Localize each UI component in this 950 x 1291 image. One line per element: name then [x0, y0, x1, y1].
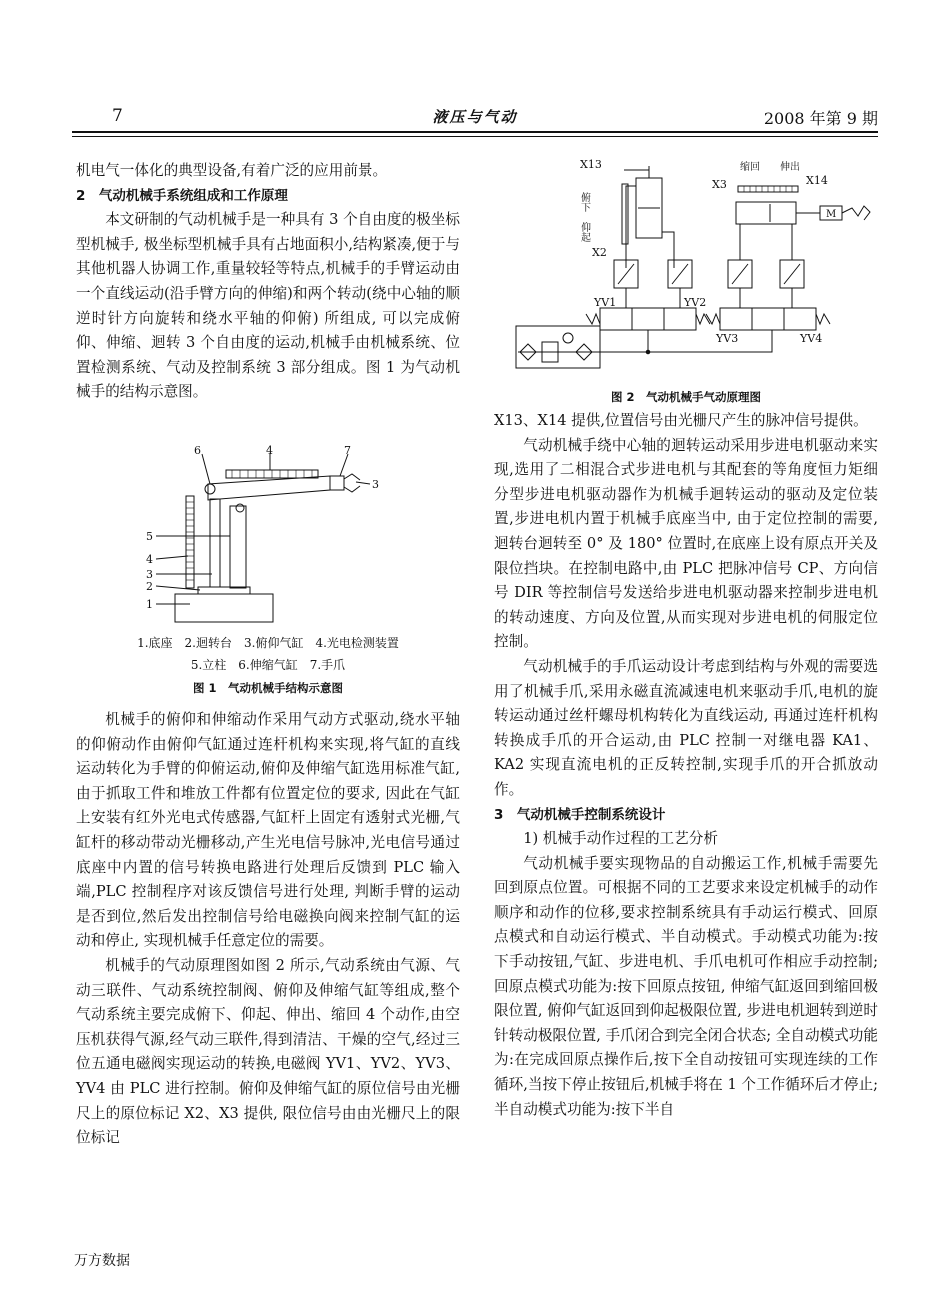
joint-shape: [236, 504, 244, 512]
gauge-shape: [563, 333, 573, 343]
fig2-label-yv4: YV4: [800, 332, 823, 345]
paragraph: 气动机械手绕中心轴的迴转运动采用步进电机驱动来实现,选用了二相混合式步进电机与其配套的等角度恒力矩细分型步进电机驱动器作为机械手迴转运动的驱动及定位装置,步进电机内置于机械手底座当中, 由于定位控制的需要, 迴转台迴转至 0° 及 180° 位置时,在底座上设有原点开关及限位挡块。在控制电路中,由 PLC 把脉冲信号 CP、方向信号 DIR 等控制信号发送给步进电机驱动器来控制步进电机的转动速度、方向及位置,从而实现对步进电机的伺服定位控制。: [494, 436, 878, 651]
page-header: [72, 104, 878, 130]
journal-title: 液压与气动: [432, 108, 518, 126]
paragraph: 机械手的气动原理图如图 2 所示,气动系统由气源、气动三联件、气动系统控制阀、俯仰及伸缩气缸等组成,整个气动系统主要完成俯下、仰起、伸出、缩回 4 个动作,由空压机获得气源,经气动三联件,得到清洁、干燥的空气,经过三位五通电磁阀实现运动的转换,电磁阀 YV1、YV2、YV3、YV4 由 PLC 进行控制。俯仰及伸缩气缸的原位信号由光栅尺上的原位标记 X2、X3 提供, 限位信号由由光栅尺上的限位标记: [76, 956, 460, 1147]
fig2-label-up: 仰起: [578, 222, 590, 242]
issue-label: 2008 年第 9 期: [763, 109, 878, 128]
section-heading: 3 气动机械手控制系统设计: [494, 806, 666, 823]
paragraph: 机械手的俯仰和伸缩动作采用气动方式驱动,绕水平轴的仰俯动作由俯仰气缸通过连杆机构来实现,将气缸的直线运动转化为手臂的仰俯运动,俯仰及伸缩气缸选用标准气缸,由于抓取工件和堆放工件都有位置定位的要求, 因此在气缸上安装有红外光电式传感器,气缸杆上固定有透射式光栅,气缸杆的移动带动光栅移动,产生光电信号脉冲,光电信号通过底座中内置的信号转换电路进行处理后反馈到 PLC 输入端,PLC 控制程序对该反馈信号进行处理, 判断手臂的运动是否到位,然后发出控制信号给电磁换向阀来控制气缸的运动和停止, 实现机械手任意定位的需要。: [76, 711, 460, 950]
page-number: 7: [112, 106, 123, 126]
paragraph: 气动机械手的手爪运动设计考虑到结构与外观的需要选用了机械手爪,采用永磁直流减速电机来驱动手爪,电机的旋转运动通过丝杆螺母机构转化为直线运动, 再通过连杆机构转换成手爪的开合运动,由 PLC 控制一对继电器 KA1、KA2 实现直流电机的正反转控制,实现手爪的开合抓放动作。: [494, 657, 878, 798]
fig1-label-7: 7: [344, 444, 351, 457]
figure-1-legend-line: 1.底座 2.迴转台 3.俯仰气缸 4.光电检测装置: [137, 636, 399, 650]
paragraph: 气动机械手要实现物品的自动搬运工作,机械手需要先回到原点位置。可根据不同的工艺要求来设定机械手的动作顺序和动作的位移,要求控制系统具有手动运行模式、回原点模式和自动运行模式、半自动模式。手动模式功能为:按下手动按钮,气缸、步进电机、手爪电机可作相应手动控制;回原点模式功能为:按下回原点按钮, 伸缩气缸返回到缩回极限位置, 俯仰气缸返回到仰起极限位置, 步进电机迴转到逆时针转动极限位置, 手爪闭合到完全闭合状态; 全自动模式功能为:在完成回原点操作后,按下全自动按钮可实现连续的工作循环,当按下停止按钮后,机械手将在 1 个工作循环后才停止;半自动模式功能为:按下半自: [494, 854, 878, 1118]
fig2-label-yv2: YV2: [684, 296, 707, 309]
fig1-label-5: 5: [146, 530, 153, 543]
fig2-label-motor: M: [826, 209, 837, 220]
gripper-jaw-shape: [344, 474, 360, 480]
fig1-label-4-left: 4: [146, 553, 153, 566]
section-heading: 2 气动机械手系统组成和工作原理: [76, 187, 288, 204]
watermark-text: 万方数据: [74, 1253, 130, 1269]
paragraph: X13、X14 提供,位置信号由光栅尺产生的脉冲信号提供。: [494, 412, 868, 429]
paragraph: 本文研制的气动机械手是一种具有 3 个自由度的极坐标型机械手, 极坐标型机械手具有占地面积小,结构紧凑,便于与其他机器人协调工作,重量较轻等特点,机械手的手臂运动由一个直线运动(沿手臂方向的伸缩)和两个转动(绕中心轴的顺逆时针方向旋转和绕水平轴的仰俯) 所组成, 可以完成俯仰、伸缩、迴转 3 个自由度的运动,机械手由机械系统、位置检测系统、气动及控制系统 3 部分组成。图 1 为气动机械手的结构示意图。: [76, 211, 460, 401]
solenoid-valve-right-shape: [720, 308, 816, 330]
arm-shape: [208, 476, 330, 500]
subsection-heading: 1) 机械手动作过程的工艺分析: [523, 830, 718, 848]
figure-1-robot-structure: [130, 444, 400, 624]
column-shape: [230, 506, 246, 588]
gripper-jaw-shape: [344, 486, 360, 492]
fig2-label-retract: 缩回: [740, 162, 760, 173]
solenoid-valve-left-shape: [600, 308, 696, 330]
extend-cylinder-shape: [736, 202, 796, 224]
figure-2-pneumatic-diagram: [508, 156, 880, 386]
fig2-label-x14: X14: [806, 174, 828, 187]
pitch-grating-shape: [622, 184, 628, 244]
figure-1-caption: 图 1 气动机械手结构示意图: [192, 681, 343, 695]
paragraph: 机电气一体化的典型设备,有着广泛的应用前景。: [76, 162, 388, 179]
figure-2-caption: 图 2 气动机械手气动原理图: [610, 390, 761, 404]
header-rule-thick: [72, 131, 878, 133]
fig1-label-6: 6: [194, 444, 201, 457]
left-column: [76, 159, 460, 405]
header-rule-thin: [72, 136, 878, 137]
right-column: [494, 409, 878, 1122]
fig1-label-1: 1: [146, 598, 153, 611]
fig2-label-extend: 伸出: [780, 162, 800, 173]
figure-1-legend-line: 5.立柱 6.伸缩气缸 7.手爪: [190, 658, 346, 672]
fig2-label-x13: X13: [580, 158, 602, 171]
fig2-label-yv3: YV3: [716, 332, 739, 345]
fig1-label-2: 2: [146, 580, 153, 593]
left-column-lower: [76, 708, 460, 1151]
fig1-label-3-left: 3: [146, 568, 153, 581]
fig2-label-x3: X3: [712, 178, 727, 191]
pivot-shape: [205, 484, 215, 494]
fig2-label-down: 俯下: [578, 192, 590, 212]
base-shape: [175, 594, 273, 622]
gripper-body-shape: [330, 476, 344, 490]
fig2-label-yv1: YV1: [594, 296, 617, 309]
fig1-label-4: 4: [266, 444, 273, 457]
fig1-label-3-top: 3: [372, 478, 379, 491]
fig2-label-x2: X2: [592, 246, 607, 259]
